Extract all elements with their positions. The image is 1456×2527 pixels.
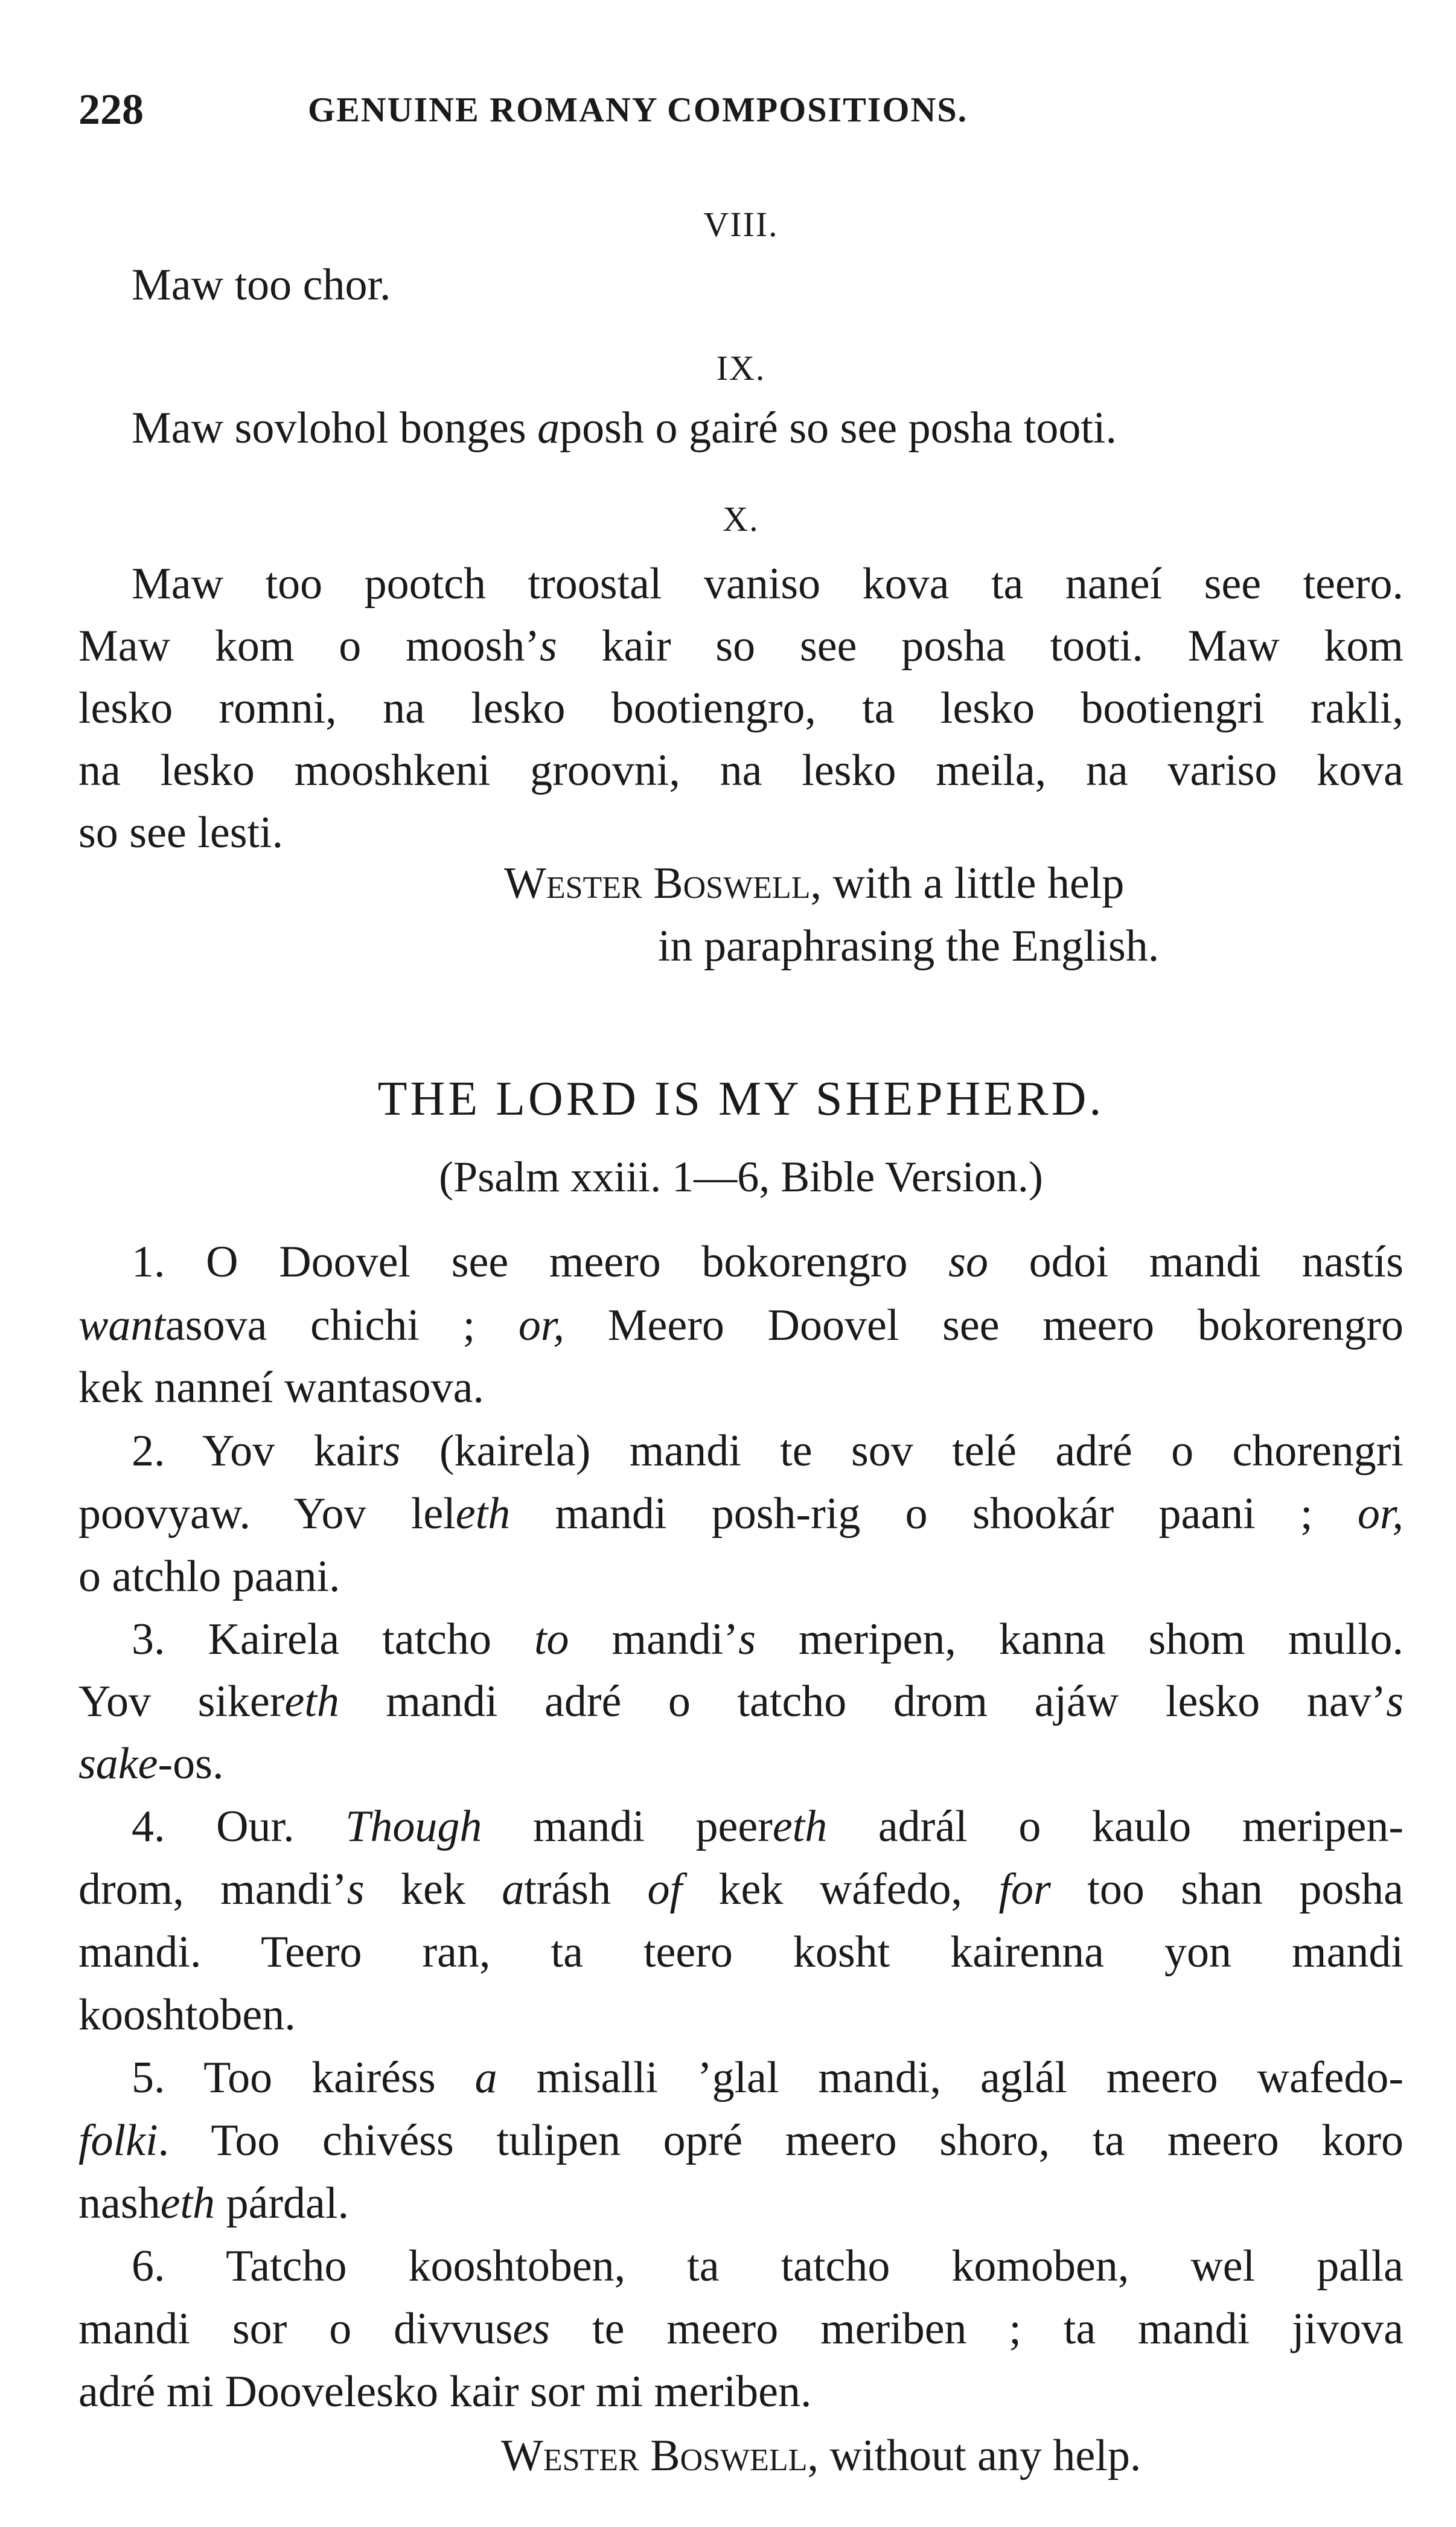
verse-1-line-1: 1. O Doovel see meero bokorengro so odoi mandi nastís [132, 1237, 1403, 1287]
section-numeral-x: X. [723, 499, 759, 539]
text-x-line-5: so see lesti. [78, 808, 284, 857]
signature-1-line-2: in paraphrasing the English. [658, 921, 1160, 971]
psalm-subtitle: (Psalm xxiii. 1—6, Bible Version.) [439, 1153, 1043, 1201]
signature-1-line-1: Wester Boswell, with a little help [504, 859, 1125, 908]
text-x-line-3: lesko romni, na lesko bootiengro, ta lesko bootiengri rakli, [78, 684, 1403, 733]
verse-2-line-3: o atchlo paani. [78, 1552, 340, 1601]
verse-2-line-2: poovyaw. Yov leleth mandi posh-rig o shookár paani ; or, [78, 1489, 1403, 1539]
signature-2: Wester Boswell, without any help. [501, 2431, 1141, 2481]
verse-3-line-3: sake-os. [78, 1739, 224, 1789]
verse-4-line-1: 4. Our. Though mandi peereth adrál o kaulo meripen- [132, 1802, 1403, 1851]
verse-3-line-1: 3. Kairela tatcho to mandi’s meripen, kanna shom mullo. [132, 1615, 1404, 1664]
verse-2-line-1: 2. Yov kairs (kairela) mandi te sov telé adré o chorengri [132, 1426, 1403, 1476]
psalm-title: THE LORD IS MY SHEPHERD. [377, 1072, 1105, 1126]
verse-4-line-3: mandi. Teero ran, ta teero kosht kairenna yon mandi [78, 1927, 1403, 1977]
verse-3-line-2: Yov sikereth mandi adré o tatcho drom ajáw lesko nav’s [78, 1677, 1403, 1726]
text-ix: Maw sovlohol bonges aposh o gairé so see posha tooti. [132, 403, 1117, 453]
section-numeral-ix: IX. [716, 348, 766, 388]
section-numeral-viii: VIII. [703, 205, 779, 244]
verse-6-line-1: 6. Tatcho kooshtoben, ta tatcho komoben, wel palla [132, 2241, 1403, 2291]
text-viii: Maw too chor. [132, 260, 391, 310]
verse-1-line-3: kek nanneí wantasova. [78, 1363, 484, 1412]
verse-4-line-4: kooshtoben. [78, 1990, 296, 2040]
verse-5-line-2: folki. Too chivéss tulipen opré meero shoro, ta meero koro [78, 2116, 1403, 2165]
running-title: GENUINE ROMANY COMPOSITIONS. [308, 90, 968, 129]
verse-6-line-2: mandi sor o divvuses te meero meriben ; ta mandi jivova [78, 2304, 1404, 2354]
verse-5-line-1: 5. Too kairéss a misalli ’glal mandi, aglál meero wafedo- [132, 2053, 1403, 2103]
text-x-line-4: na lesko mooshkeni groovni, na lesko meila, na variso kova [78, 746, 1403, 795]
text-x-line-2: Maw kom o moosh’s kair so see posha tooti. Maw kom [78, 621, 1403, 671]
text-x-line-1: Maw too pootch troostal vaniso kova ta naneí see teero. [132, 559, 1403, 609]
page-number: 228 [78, 85, 144, 133]
book-page [78, 0, 1403, 2527]
running-head [78, 85, 1403, 133]
verse-4-line-2: drom, mandi’s kek atrásh of kek wáfedo, for too shan posha [78, 1865, 1403, 1914]
verse-5-line-3: nasheth párdal. [78, 2179, 349, 2228]
verse-6-line-3: adré mi Doovelesko kair sor mi meriben. [78, 2367, 812, 2417]
verse-1-line-2: wantasova chichi ; or, Meero Doovel see meero bokorengro [78, 1301, 1403, 1350]
